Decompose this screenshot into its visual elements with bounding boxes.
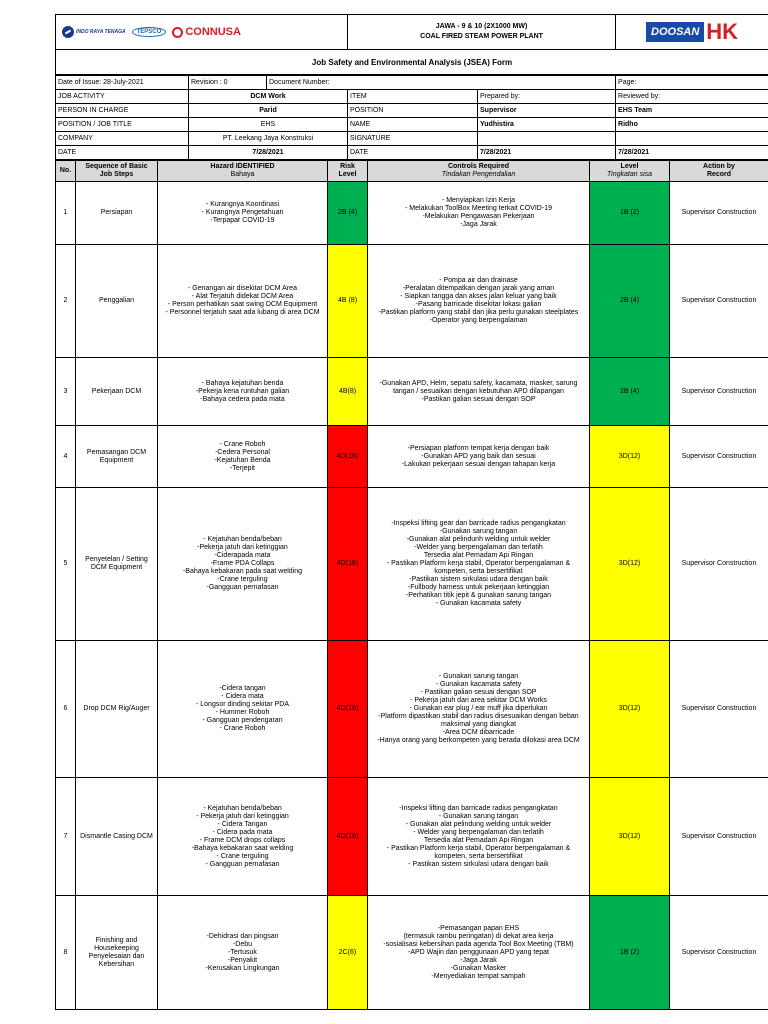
tepsco-logo: TEPSCO	[132, 27, 167, 37]
reviewed-name: Ridho	[616, 118, 768, 132]
col-job-steps-line1: Sequence of Basic	[85, 163, 148, 170]
hazards-cell	[158, 641, 328, 778]
project-title-line1: JAWA - 9 & 10 (2X1000 MW)	[435, 23, 528, 30]
table-row	[56, 778, 768, 896]
control-item: -Gunakan Masker	[450, 964, 507, 972]
indo-raya-tenaga-logo	[62, 26, 126, 38]
hazards-cell	[158, 896, 328, 1010]
doosan-logo: DOOSAN	[646, 22, 704, 42]
controls-cell	[368, 896, 590, 1010]
control-item: -Jaga Jarak	[460, 221, 497, 228]
form-header-table	[55, 14, 768, 75]
name-label: NAME	[348, 118, 478, 132]
action-by: Supervisor Construction	[670, 641, 768, 778]
col-action-by	[670, 161, 768, 182]
hazard-item: - Person perhatikan saat swing DCM Equipment	[167, 301, 318, 308]
jsea-hazard-table	[55, 160, 768, 1010]
hazard-item: - Gangguan pendengaran	[202, 717, 283, 724]
row-number: 8	[56, 896, 76, 1010]
residual-level: 1B (2)	[590, 896, 670, 1010]
control-item: - Gunakan sarung tangan	[438, 673, 519, 680]
table-row	[56, 896, 768, 1010]
hazard-item: - Cidera pada mata	[212, 828, 273, 836]
col-risk-line1: Risk	[340, 163, 355, 170]
row-number: 5	[56, 488, 76, 641]
action-by: Supervisor Construction	[670, 488, 768, 641]
col-risk-line2: Level	[338, 171, 357, 178]
control-item: -Pemasangan papan EHS	[437, 924, 520, 932]
hazard-item: - Crane Roboh	[219, 725, 266, 732]
risk-level: 4D(16)	[328, 778, 368, 896]
job-step: Penggalian	[76, 245, 158, 358]
job-step: Drop DCM Rig/Auger	[76, 641, 158, 778]
control-item: - Gunakan kacamata safety	[435, 600, 522, 607]
hazard-rows	[56, 182, 768, 1010]
row-number: 6	[56, 641, 76, 778]
row-number: 1	[56, 182, 76, 245]
control-item: - Pastikan Platform kerja stabil, Operator berpengalaman & kompeten, serta bersertifikat	[386, 560, 571, 575]
table-row	[56, 426, 768, 488]
control-item: -Perhatikan titik jepit & gunakan sarung tangan	[405, 592, 552, 599]
control-item: -APD Wajin dan penggunaan APD yang tepat	[407, 948, 549, 956]
hazard-item: - Kejatuhan benda/beban	[203, 804, 282, 812]
control-item: - Pastikan Platform kerja stabil, Operator berpengalaman & kompeten, serta bersertifikat	[386, 844, 571, 860]
risk-level: 4D(16)	[328, 426, 368, 488]
col-level-line2: Tingkatan sisa	[606, 171, 653, 178]
row-number: 7	[56, 778, 76, 896]
hazard-item: - Kurangnya Koordinasi	[205, 201, 280, 208]
table-row	[56, 488, 768, 641]
hazard-item: - Pekerja jatuh dari ketinggian	[196, 812, 289, 820]
col-hazard-line1: Hazard IDENTIFIED	[210, 163, 275, 170]
date-of-issue: Date of Issue: 28-July-2021	[56, 76, 189, 90]
hazard-item: -Dehidrasi dan pingsan	[206, 932, 279, 940]
reviewed-date: 7/28/2021	[616, 146, 768, 160]
control-item: -Melakukan Pengawasan Pekerjaan	[422, 213, 535, 220]
date-value: 7/28/2021	[189, 146, 348, 160]
action-by: Supervisor Construction	[670, 358, 768, 426]
position-job-title-value: EHS	[189, 118, 348, 132]
hazards-cell	[158, 358, 328, 426]
hazards-cell	[158, 182, 328, 245]
control-item: -Menyediakan tempat sampah	[431, 972, 526, 980]
control-item: - Pastikan sistem sirkulasi udara dengan baik	[408, 860, 549, 868]
job-activity-label: JOB ACTIVITY	[56, 90, 189, 104]
risk-level: 4D(16)	[328, 488, 368, 641]
hazards-cell	[158, 778, 328, 896]
control-item: -Pastikan sistem sirkulasi udara dengan baik	[409, 576, 548, 583]
control-item: -Platform dipastikan stabil dan radius disesuaikan dengan beban maksimal yang diangkat	[378, 713, 579, 728]
row-number: 3	[56, 358, 76, 426]
hazard-item: - Kurangnya Pengetahuan	[201, 209, 284, 216]
control-item: - Melakukan ToolBox Meeting terkait COVID-19	[405, 205, 552, 212]
hazard-item: -Pekerja jatuh dari ketinggian	[197, 544, 288, 551]
project-title-cell	[348, 15, 616, 50]
control-item: -Persiapan platform tempat kerja dengan baik	[407, 444, 550, 452]
hazard-item: - Hummer Roboh	[215, 709, 270, 716]
hazard-item: -Bahaya kebakaran pada saat welding	[182, 568, 303, 575]
prepared-signature	[478, 132, 616, 146]
item-label: ITEM	[348, 90, 478, 104]
control-item: -Gunakan alat pelindunh welding untuk welder	[406, 536, 551, 543]
document-number: Document Number:	[267, 76, 616, 90]
col-controls-line1: Controls Required	[447, 163, 510, 170]
col-action-line1: Action by	[703, 163, 735, 170]
control-item: Tersedia alat Pemadam Api Ringan	[423, 836, 534, 844]
job-step: Dismantle Casing DCM	[76, 778, 158, 896]
prepared-name: Yudhistira	[478, 118, 616, 132]
reviewed-position: EHS Team	[616, 104, 768, 118]
control-item: -Gunakan APD, Helm, sepatu safety, kacamata, masker, sarung tangan / sesuaikan dengan kebutuhan APD dilapangan	[379, 379, 578, 395]
project-title-line2: COAL FIRED STEAM POWER PLANT	[420, 33, 543, 40]
control-item: -Pastikan galian sesuai dengan SOP	[421, 395, 536, 403]
hazard-item: - Kejatuhan benda/beban	[203, 536, 282, 543]
contractor-logo-cell	[616, 15, 768, 50]
hazard-item: - Personnel terjatuh saat ada lubang di area DCM	[165, 309, 320, 316]
row-number: 4	[56, 426, 76, 488]
control-item: -Inspeksi lifting dan barricade radius pengangkatan	[399, 804, 558, 812]
controls-cell	[368, 245, 590, 358]
residual-level: 3D(12)	[590, 488, 670, 641]
connusa-logo	[172, 26, 241, 38]
risk-level: 2B (4)	[328, 182, 368, 245]
position-job-title-label: POSITION / JOB TITLE	[56, 118, 189, 132]
risk-level: 2C(6)	[328, 896, 368, 1010]
hazard-item: -Debu	[232, 940, 253, 948]
hazard-item: - Cidera mata	[221, 693, 264, 700]
date-label-2: DATE	[348, 146, 478, 160]
table-row	[56, 182, 768, 245]
row-number: 2	[56, 245, 76, 358]
controls-cell	[368, 641, 590, 778]
control-item: - Pompa air dan drainase	[439, 277, 518, 284]
form-title: Job Safety and Environmental Analysis (JSEA) Form	[56, 50, 768, 75]
control-item: -Pastikan platform yang stabil dan jika perlu gunakan steelplates	[378, 309, 579, 316]
table-row	[56, 641, 768, 778]
risk-level: 4B (8)	[328, 245, 368, 358]
control-item: -Welder yang berpengalaman dan terlatih	[414, 544, 543, 551]
controls-cell	[368, 182, 590, 245]
hazard-item: - Alat Terjatuh didekat DCM Area	[191, 293, 294, 300]
action-by: Supervisor Construction	[670, 426, 768, 488]
signature-label: SIGNATURE	[348, 132, 478, 146]
control-item: - Pekerja jatuh dari area sekitar DCM Works	[410, 697, 547, 704]
person-in-charge-value: Parid	[189, 104, 348, 118]
col-level-line1: Level	[620, 163, 639, 170]
job-step: Finishing and Housekeeping Penyelesaian dan Kebersihan	[76, 896, 158, 1010]
control-item: -Gunakan APD yang baik dan sesuai	[421, 452, 536, 460]
hazard-item: -Frame PDA Collaps	[210, 560, 275, 567]
controls-cell	[368, 778, 590, 896]
job-step: Persiapan	[76, 182, 158, 245]
company-label: COMPANY	[56, 132, 189, 146]
hazard-item: - Crane terguling	[216, 852, 269, 860]
indo-raya-tenaga-icon	[62, 26, 74, 38]
control-item: -Pasang barricade disekitar lokasi galian	[415, 301, 542, 308]
control-item: - Gunakan sarung tangan	[438, 812, 519, 820]
hazard-item: -Terpapar COVID-19	[210, 217, 275, 224]
control-item: -Jaga Jarak	[460, 956, 497, 964]
hazard-item: -Pekerja kena runtuhan galian	[195, 387, 290, 395]
col-controls	[368, 161, 590, 182]
company-value: PT. Leekang Jaya Konstruksi	[189, 132, 348, 146]
col-no: No.	[56, 161, 76, 182]
control-item: -Area DCM dibarricade	[442, 729, 515, 736]
residual-level: 2B (4)	[590, 358, 670, 426]
control-item: - Gunakan alat pelindung welding untuk welder	[405, 820, 552, 828]
doosan-hk-logo	[618, 21, 766, 43]
hazard-item: -Kejatuhan Benda	[214, 456, 271, 464]
control-item: - Pastikan galian sesuai dengan SOP	[420, 689, 537, 696]
col-job-steps	[76, 161, 158, 182]
form-info-table	[55, 75, 768, 160]
col-risk-level	[328, 161, 368, 182]
action-by: Supervisor Construction	[670, 245, 768, 358]
prepared-by-label: Prepared by:	[478, 90, 616, 104]
table-row	[56, 358, 768, 426]
job-step: Penyetelan / Setting DCM Equipment	[76, 488, 158, 641]
hazards-cell	[158, 426, 328, 488]
hazard-item: - Genangan air disekitar DCM Area	[188, 285, 297, 292]
revision: Revision : 0	[189, 76, 267, 90]
control-item: - Gunakan ear plug / ear muff jika diperlukan	[409, 705, 548, 712]
jsea-form-sheet	[55, 14, 768, 1024]
hk-logo: HK	[706, 19, 739, 44]
reviewed-by-label: Reviewed by:	[616, 90, 768, 104]
action-by: Supervisor Construction	[670, 896, 768, 1010]
hazard-item: - Longsor dinding sekitar PDA	[196, 701, 289, 708]
hazard-item: -Penyakit	[227, 956, 258, 964]
reviewed-signature	[616, 132, 768, 146]
date-label: DATE	[56, 146, 189, 160]
col-hazard	[158, 161, 328, 182]
control-item: -Hanya orang yang berkompeten yang berada dilokasi area DCM	[377, 737, 580, 744]
position-label: POSITION	[348, 104, 478, 118]
controls-cell	[368, 426, 590, 488]
prepared-date: 7/28/2021	[478, 146, 616, 160]
control-item: Tersedia alat Pemadam Api Ringan	[423, 552, 534, 559]
control-item: -Fullbody harness untuk pekerjaan ketinggian	[407, 584, 550, 591]
residual-level: 3D(12)	[590, 778, 670, 896]
connusa-icon	[172, 27, 183, 38]
hazard-item: -Terjepit	[230, 464, 255, 472]
control-item: -Lakukan pekerjaan sesuai dengan tahapan kerja	[401, 460, 556, 468]
risk-level: 4D(16)	[328, 641, 368, 778]
hazard-item: - Bahaya kejatuhan benda	[201, 379, 284, 387]
page-number: Page:	[616, 76, 768, 90]
control-item: - Siapkan tangga dan akses jalan keluar yang baik	[400, 293, 557, 300]
col-residual-level	[590, 161, 670, 182]
prepared-position: Supervisor	[478, 104, 616, 118]
residual-level: 2B (4)	[590, 245, 670, 358]
control-item: - Gunakan kacamata safety	[435, 681, 522, 688]
controls-cell	[368, 358, 590, 426]
col-hazard-line2: Bahaya	[230, 171, 255, 178]
hazard-item: - Frame DCM drops collaps	[199, 836, 286, 844]
controls-cell	[368, 488, 590, 641]
hazard-item: -Ciderapada mata	[214, 552, 271, 559]
hazard-item: - Cidera Tangan	[217, 820, 268, 828]
hazard-item: -Tertusuk	[228, 948, 257, 956]
job-activity-value: DCM Work	[189, 90, 348, 104]
hazard-item: -Crane terguling	[217, 576, 268, 583]
control-item: -Inspeksi lifting gear dan barricade radius pengangkatan	[391, 520, 566, 527]
job-step: Pekerjaan DCM	[76, 358, 158, 426]
col-action-line2: Record	[706, 171, 732, 178]
control-item: -Gunakan sarung tangan	[439, 528, 518, 535]
hazard-item: -Bahaya kebakaran saat welding	[191, 844, 294, 852]
residual-level: 3D(12)	[590, 426, 670, 488]
control-item: -Peralatan ditempatkan dengan jarak yang aman	[402, 285, 555, 292]
hazard-item: - Crane Roboh	[219, 440, 266, 448]
col-job-steps-line2: Job Steps	[99, 171, 134, 178]
action-by: Supervisor Construction	[670, 182, 768, 245]
hazards-cell	[158, 488, 328, 641]
hazard-item: -Bahaya cedera pada mata	[200, 395, 285, 403]
hazard-item: -Kerusakan Lingkungan	[205, 964, 280, 972]
control-item: -sosialisasi kebersihan pada agenda Tool Box Meeting (TBM)	[383, 940, 574, 948]
control-item: - Welder yang berpengalaman dan terlatih	[413, 828, 544, 836]
control-item: - Menyiapkan Izin Kerja	[441, 197, 516, 204]
job-step: Pemasangan DCM Equipment	[76, 426, 158, 488]
col-controls-line2: Tindakan Pengendalian	[441, 171, 516, 178]
residual-level: 1B (2)	[590, 182, 670, 245]
hazard-item: - Gangguan pernafasan	[205, 860, 280, 868]
residual-level: 3D(12)	[590, 641, 670, 778]
hazards-cell	[158, 245, 328, 358]
logo-cell	[56, 15, 348, 50]
hazard-item: -Cidera tangan	[219, 685, 266, 692]
control-item: (termasuk rambu peringatan) di dekat area kerja	[403, 932, 554, 940]
hazard-item: -Cedera Personal	[215, 448, 270, 456]
person-in-charge-label: PERSON IN CHARGE	[56, 104, 189, 118]
table-row	[56, 245, 768, 358]
risk-level: 4B(8)	[328, 358, 368, 426]
indo-raya-tenaga-text: INDO RAYA TENAGA	[76, 29, 126, 35]
control-item: -Operator yang berpengalaman	[429, 317, 528, 324]
action-by: Supervisor Construction	[670, 778, 768, 896]
hazard-item: -Gangguan pernafasan	[206, 584, 279, 591]
connusa-text: CONNUSA	[185, 26, 241, 38]
